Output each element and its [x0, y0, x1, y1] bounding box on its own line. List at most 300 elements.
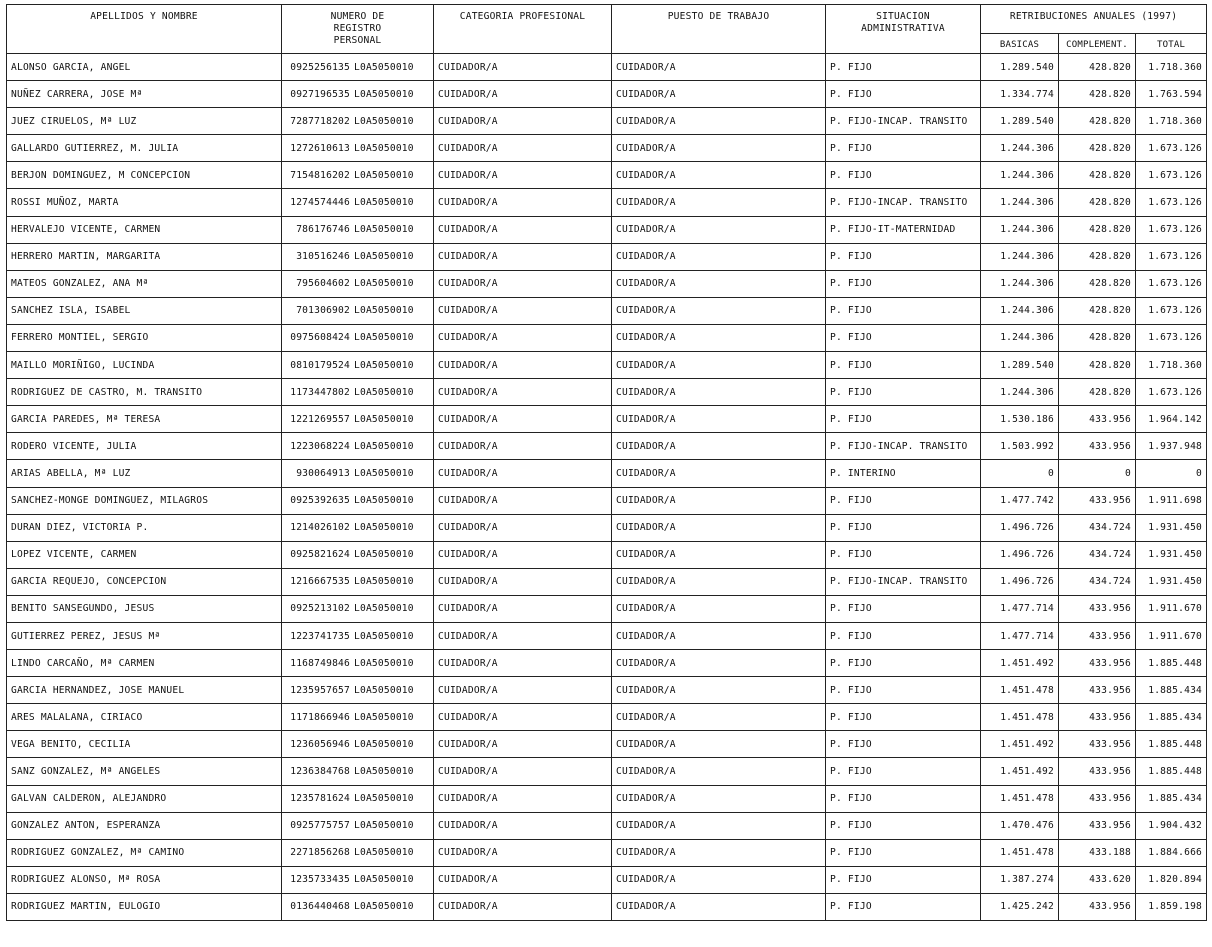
cell-complement: 428.820	[1059, 297, 1136, 324]
cell-situacion: P. FIJO	[826, 135, 981, 162]
cell-basicas: 1.503.992	[981, 433, 1059, 460]
nrp-code: L0A5050010	[354, 386, 414, 398]
cell-nrp	[282, 81, 434, 108]
cell-total: 1.718.360	[1136, 352, 1207, 379]
cell-name: GARCIA HERNANDEZ, JOSE MANUEL	[7, 677, 282, 704]
table-row	[7, 54, 1207, 81]
cell-situacion: P. FIJO	[826, 487, 981, 514]
nrp-number: 930064913	[296, 467, 350, 479]
cell-basicas: 1.244.306	[981, 243, 1059, 270]
cell-puesto: CUIDADOR/A	[612, 785, 826, 812]
cell-total: 1.885.434	[1136, 677, 1207, 704]
cell-total: 1.673.126	[1136, 216, 1207, 243]
nrp-number: 0927196535	[290, 88, 350, 100]
cell-name: BENITO SANSEGUNDO, JESUS	[7, 595, 282, 622]
cell-basicas: 1.496.726	[981, 541, 1059, 568]
header-categoria: CATEGORIA PROFESIONAL	[434, 5, 612, 54]
cell-complement: 433.956	[1059, 406, 1136, 433]
cell-name: GALLARDO GUTIERREZ, M. JULIA	[7, 135, 282, 162]
cell-categoria: CUIDADOR/A	[434, 568, 612, 595]
cell-complement: 428.820	[1059, 270, 1136, 297]
cell-name: RODERO VICENTE, JULIA	[7, 433, 282, 460]
cell-puesto: CUIDADOR/A	[612, 758, 826, 785]
nrp-code: L0A5050010	[354, 684, 414, 696]
cell-categoria: CUIDADOR/A	[434, 704, 612, 731]
cell-total: 1.673.126	[1136, 135, 1207, 162]
table-row	[7, 514, 1207, 541]
cell-situacion: P. FIJO	[826, 162, 981, 189]
nrp-number: 0925821624	[290, 549, 350, 561]
cell-puesto: CUIDADOR/A	[612, 108, 826, 135]
cell-categoria: CUIDADOR/A	[434, 595, 612, 622]
cell-categoria: CUIDADOR/A	[434, 514, 612, 541]
cell-categoria: CUIDADOR/A	[434, 541, 612, 568]
nrp-number: 1171866946	[290, 711, 350, 723]
cell-situacion: P. FIJO	[826, 650, 981, 677]
cell-basicas: 1.451.478	[981, 785, 1059, 812]
cell-basicas: 1.425.242	[981, 893, 1059, 920]
cell-complement: 428.820	[1059, 162, 1136, 189]
cell-nrp	[282, 189, 434, 216]
nrp-number: 1235957657	[290, 684, 350, 696]
cell-puesto: CUIDADOR/A	[612, 812, 826, 839]
cell-puesto: CUIDADOR/A	[612, 622, 826, 649]
cell-nrp	[282, 622, 434, 649]
cell-situacion: P. FIJO	[826, 839, 981, 866]
cell-total: 1.885.448	[1136, 731, 1207, 758]
cell-name: NUÑEZ CARRERA, JOSE Mª	[7, 81, 282, 108]
cell-nrp	[282, 162, 434, 189]
cell-basicas: 1.451.492	[981, 758, 1059, 785]
cell-categoria: CUIDADOR/A	[434, 731, 612, 758]
cell-nrp	[282, 785, 434, 812]
cell-categoria: CUIDADOR/A	[434, 785, 612, 812]
cell-complement: 433.956	[1059, 785, 1136, 812]
cell-name: MAILLO MORIÑIGO, LUCINDA	[7, 352, 282, 379]
cell-total: 1.884.666	[1136, 839, 1207, 866]
cell-basicas: 1.477.714	[981, 622, 1059, 649]
cell-basicas: 1.244.306	[981, 324, 1059, 351]
cell-complement: 433.956	[1059, 622, 1136, 649]
table-row	[7, 487, 1207, 514]
cell-puesto: CUIDADOR/A	[612, 324, 826, 351]
nrp-number: 1236056946	[290, 738, 350, 750]
cell-complement: 428.820	[1059, 216, 1136, 243]
cell-total: 1.885.434	[1136, 785, 1207, 812]
cell-complement: 433.956	[1059, 893, 1136, 920]
nrp-number: 0810179524	[290, 359, 350, 371]
table-row	[7, 108, 1207, 135]
cell-total: 1.859.198	[1136, 893, 1207, 920]
cell-name: ALONSO GARCIA, ANGEL	[7, 54, 282, 81]
cell-name: DURAN DIEZ, VICTORIA P.	[7, 514, 282, 541]
cell-nrp	[282, 839, 434, 866]
cell-basicas: 1.477.714	[981, 595, 1059, 622]
cell-nrp	[282, 324, 434, 351]
cell-nrp	[282, 731, 434, 758]
nrp-code: L0A5050010	[354, 495, 414, 507]
header-apellidos: APELLIDOS Y NOMBRE	[7, 5, 282, 54]
cell-complement: 428.820	[1059, 379, 1136, 406]
cell-nrp	[282, 433, 434, 460]
cell-nrp	[282, 568, 434, 595]
header-complement: COMPLEMENT.	[1059, 34, 1136, 54]
cell-basicas: 1.244.306	[981, 162, 1059, 189]
cell-total: 1.937.948	[1136, 433, 1207, 460]
table-row	[7, 866, 1207, 893]
cell-basicas: 0	[981, 460, 1059, 487]
cell-basicas: 1.387.274	[981, 866, 1059, 893]
cell-complement: 433.956	[1059, 433, 1136, 460]
nrp-code: L0A5050010	[354, 657, 414, 669]
table-row	[7, 677, 1207, 704]
cell-complement: 433.956	[1059, 731, 1136, 758]
nrp-number: 1235781624	[290, 793, 350, 805]
cell-basicas: 1.451.478	[981, 839, 1059, 866]
cell-complement: 433.956	[1059, 595, 1136, 622]
table-row	[7, 433, 1207, 460]
cell-puesto: CUIDADOR/A	[612, 406, 826, 433]
cell-puesto: CUIDADOR/A	[612, 54, 826, 81]
cell-total: 1.673.126	[1136, 379, 1207, 406]
table-row	[7, 650, 1207, 677]
nrp-code: L0A5050010	[354, 793, 414, 805]
cell-complement: 433.956	[1059, 650, 1136, 677]
header-nrp-line3: PERSONAL	[333, 35, 382, 46]
cell-puesto: CUIDADOR/A	[612, 677, 826, 704]
cell-total: 1.964.142	[1136, 406, 1207, 433]
table-row	[7, 595, 1207, 622]
cell-situacion: P. FIJO	[826, 866, 981, 893]
cell-basicas: 1.496.726	[981, 514, 1059, 541]
cell-name: GONZALEZ ANTON, ESPERANZA	[7, 812, 282, 839]
cell-categoria: CUIDADOR/A	[434, 135, 612, 162]
table-row	[7, 541, 1207, 568]
cell-puesto: CUIDADOR/A	[612, 839, 826, 866]
cell-total: 1.673.126	[1136, 162, 1207, 189]
cell-nrp	[282, 54, 434, 81]
cell-basicas: 1.289.540	[981, 108, 1059, 135]
cell-situacion: P. FIJO	[826, 595, 981, 622]
cell-situacion: P. FIJO	[826, 297, 981, 324]
cell-categoria: CUIDADOR/A	[434, 758, 612, 785]
cell-situacion: P. FIJO	[826, 622, 981, 649]
header-total: TOTAL	[1136, 34, 1207, 54]
nrp-code: L0A5050010	[354, 467, 414, 479]
cell-puesto: CUIDADOR/A	[612, 595, 826, 622]
cell-basicas: 1.496.726	[981, 568, 1059, 595]
cell-situacion: P. FIJO	[826, 758, 981, 785]
table-row	[7, 379, 1207, 406]
nrp-code: L0A5050010	[354, 224, 414, 236]
nrp-number: 1221269557	[290, 413, 350, 425]
cell-puesto: CUIDADOR/A	[612, 514, 826, 541]
cell-puesto: CUIDADOR/A	[612, 866, 826, 893]
cell-nrp	[282, 487, 434, 514]
cell-basicas: 1.244.306	[981, 270, 1059, 297]
cell-categoria: CUIDADOR/A	[434, 189, 612, 216]
cell-name: GARCIA PAREDES, Mª TERESA	[7, 406, 282, 433]
cell-nrp	[282, 677, 434, 704]
nrp-number: 0925775757	[290, 820, 350, 832]
cell-puesto: CUIDADOR/A	[612, 216, 826, 243]
cell-complement: 428.820	[1059, 324, 1136, 351]
cell-complement: 428.820	[1059, 108, 1136, 135]
cell-nrp	[282, 866, 434, 893]
table-row	[7, 812, 1207, 839]
cell-nrp	[282, 595, 434, 622]
nrp-number: 1173447802	[290, 386, 350, 398]
cell-total: 1.673.126	[1136, 324, 1207, 351]
cell-puesto: CUIDADOR/A	[612, 189, 826, 216]
nrp-code: L0A5050010	[354, 332, 414, 344]
nrp-code: L0A5050010	[354, 549, 414, 561]
cell-nrp	[282, 352, 434, 379]
nrp-number: 1216667535	[290, 576, 350, 588]
cell-nrp	[282, 541, 434, 568]
cell-name: FERRERO MONTIEL, SERGIO	[7, 324, 282, 351]
nrp-code: L0A5050010	[354, 359, 414, 371]
cell-situacion: P. FIJO	[826, 893, 981, 920]
cell-situacion: P. FIJO	[826, 541, 981, 568]
cell-complement: 428.820	[1059, 352, 1136, 379]
table-row	[7, 162, 1207, 189]
cell-puesto: CUIDADOR/A	[612, 352, 826, 379]
table-row	[7, 839, 1207, 866]
nrp-number: 310516246	[296, 251, 350, 263]
cell-categoria: CUIDADOR/A	[434, 379, 612, 406]
cell-total: 0	[1136, 460, 1207, 487]
table-row	[7, 297, 1207, 324]
cell-name: GUTIERREZ PEREZ, JESUS Mª	[7, 622, 282, 649]
cell-complement: 433.956	[1059, 758, 1136, 785]
cell-total: 1.673.126	[1136, 270, 1207, 297]
header-nrp	[282, 5, 434, 54]
cell-complement: 433.956	[1059, 487, 1136, 514]
cell-puesto: CUIDADOR/A	[612, 704, 826, 731]
cell-name: RODRIGUEZ MARTIN, EULOGIO	[7, 893, 282, 920]
cell-basicas: 1.470.476	[981, 812, 1059, 839]
cell-name: SANCHEZ ISLA, ISABEL	[7, 297, 282, 324]
cell-name: LINDO CARCAÑO, Mª CARMEN	[7, 650, 282, 677]
cell-complement: 433.620	[1059, 866, 1136, 893]
cell-nrp	[282, 650, 434, 677]
table-row	[7, 758, 1207, 785]
cell-puesto: CUIDADOR/A	[612, 243, 826, 270]
nrp-number: 1223068224	[290, 440, 350, 452]
cell-categoria: CUIDADOR/A	[434, 54, 612, 81]
cell-nrp	[282, 243, 434, 270]
cell-name: RODRIGUEZ GONZALEZ, Mª CAMINO	[7, 839, 282, 866]
cell-basicas: 1.530.186	[981, 406, 1059, 433]
nrp-code: L0A5050010	[354, 738, 414, 750]
nrp-number: 1214026102	[290, 522, 350, 534]
cell-name: VEGA BENITO, CECILIA	[7, 731, 282, 758]
cell-basicas: 1.334.774	[981, 81, 1059, 108]
cell-name: GARCIA REQUEJO, CONCEPCION	[7, 568, 282, 595]
cell-name: MATEOS GONZALEZ, ANA Mª	[7, 270, 282, 297]
cell-nrp	[282, 108, 434, 135]
cell-nrp	[282, 216, 434, 243]
table-row	[7, 568, 1207, 595]
cell-puesto: CUIDADOR/A	[612, 297, 826, 324]
nrp-number: 1272610613	[290, 142, 350, 154]
cell-basicas: 1.451.492	[981, 731, 1059, 758]
cell-situacion: P. FIJO-INCAP. TRANSITO	[826, 433, 981, 460]
cell-situacion: P. FIJO	[826, 812, 981, 839]
cell-situacion: P. FIJO-INCAP. TRANSITO	[826, 568, 981, 595]
cell-puesto: CUIDADOR/A	[612, 541, 826, 568]
header-situacion-line2: ADMINISTRATIVA	[861, 23, 945, 34]
cell-nrp	[282, 514, 434, 541]
cell-name: SANCHEZ-MONGE DOMINGUEZ, MILAGROS	[7, 487, 282, 514]
cell-total: 1.911.670	[1136, 622, 1207, 649]
cell-situacion: P. FIJO	[826, 379, 981, 406]
cell-basicas: 1.244.306	[981, 189, 1059, 216]
cell-total: 1.931.450	[1136, 568, 1207, 595]
cell-total: 1.885.448	[1136, 758, 1207, 785]
cell-situacion: P. FIJO	[826, 243, 981, 270]
cell-nrp	[282, 297, 434, 324]
nrp-number: 0925256135	[290, 61, 350, 73]
cell-nrp	[282, 460, 434, 487]
cell-name: ARIAS ABELLA, Mª LUZ	[7, 460, 282, 487]
cell-categoria: CUIDADOR/A	[434, 297, 612, 324]
cell-situacion: P. FIJO	[826, 352, 981, 379]
cell-total: 1.911.698	[1136, 487, 1207, 514]
header-nrp-line2: REGISTRO	[333, 23, 382, 34]
cell-situacion: P. FIJO	[826, 704, 981, 731]
cell-puesto: CUIDADOR/A	[612, 81, 826, 108]
staff-table	[6, 4, 1207, 921]
cell-situacion: P. FIJO	[826, 54, 981, 81]
header-situacion	[826, 5, 981, 54]
cell-total: 1.904.432	[1136, 812, 1207, 839]
header-retribuciones: RETRIBUCIONES ANUALES (1997)	[981, 5, 1207, 34]
cell-categoria: CUIDADOR/A	[434, 243, 612, 270]
nrp-code: L0A5050010	[354, 197, 414, 209]
cell-basicas: 1.244.306	[981, 379, 1059, 406]
cell-complement: 434.724	[1059, 541, 1136, 568]
header-situacion-line1: SITUACION	[876, 11, 930, 22]
cell-categoria: CUIDADOR/A	[434, 162, 612, 189]
table-row	[7, 81, 1207, 108]
table-row	[7, 622, 1207, 649]
cell-complement: 0	[1059, 460, 1136, 487]
nrp-number: 0975608424	[290, 332, 350, 344]
nrp-code: L0A5050010	[354, 820, 414, 832]
cell-situacion: P. FIJO	[826, 324, 981, 351]
cell-puesto: CUIDADOR/A	[612, 433, 826, 460]
cell-categoria: CUIDADOR/A	[434, 352, 612, 379]
nrp-code: L0A5050010	[354, 305, 414, 317]
cell-complement: 433.956	[1059, 812, 1136, 839]
cell-complement: 433.956	[1059, 677, 1136, 704]
nrp-code: L0A5050010	[354, 142, 414, 154]
cell-categoria: CUIDADOR/A	[434, 108, 612, 135]
cell-situacion: P. FIJO	[826, 785, 981, 812]
cell-basicas: 1.244.306	[981, 135, 1059, 162]
cell-basicas: 1.451.478	[981, 677, 1059, 704]
table-body	[7, 54, 1207, 921]
nrp-code: L0A5050010	[354, 576, 414, 588]
table-row	[7, 324, 1207, 351]
cell-situacion: P. FIJO	[826, 731, 981, 758]
cell-categoria: CUIDADOR/A	[434, 324, 612, 351]
header-puesto: PUESTO DE TRABAJO	[612, 5, 826, 54]
cell-complement: 428.820	[1059, 243, 1136, 270]
table-row	[7, 731, 1207, 758]
nrp-number: 7154816202	[290, 169, 350, 181]
cell-puesto: CUIDADOR/A	[612, 270, 826, 297]
cell-situacion: P. FIJO	[826, 270, 981, 297]
nrp-code: L0A5050010	[354, 847, 414, 859]
cell-categoria: CUIDADOR/A	[434, 650, 612, 677]
cell-situacion: P. INTERINO	[826, 460, 981, 487]
cell-categoria: CUIDADOR/A	[434, 460, 612, 487]
cell-basicas: 1.289.540	[981, 54, 1059, 81]
table-row	[7, 352, 1207, 379]
cell-categoria: CUIDADOR/A	[434, 812, 612, 839]
cell-total: 1.673.126	[1136, 297, 1207, 324]
cell-categoria: CUIDADOR/A	[434, 487, 612, 514]
cell-name: RODRIGUEZ ALONSO, Mª ROSA	[7, 866, 282, 893]
nrp-code: L0A5050010	[354, 901, 414, 913]
cell-name: RODRIGUEZ DE CASTRO, M. TRANSITO	[7, 379, 282, 406]
nrp-number: 1223741735	[290, 630, 350, 642]
cell-total: 1.718.360	[1136, 54, 1207, 81]
cell-nrp	[282, 704, 434, 731]
cell-complement: 433.956	[1059, 704, 1136, 731]
cell-nrp	[282, 379, 434, 406]
nrp-number: 1235733435	[290, 874, 350, 886]
cell-puesto: CUIDADOR/A	[612, 379, 826, 406]
nrp-code: L0A5050010	[354, 522, 414, 534]
nrp-number: 0925392635	[290, 495, 350, 507]
nrp-number: 1236384768	[290, 765, 350, 777]
cell-total: 1.718.360	[1136, 108, 1207, 135]
cell-situacion: P. FIJO-INCAP. TRANSITO	[826, 189, 981, 216]
cell-nrp	[282, 135, 434, 162]
cell-situacion: P. FIJO	[826, 677, 981, 704]
cell-complement: 434.724	[1059, 568, 1136, 595]
cell-basicas: 1.289.540	[981, 352, 1059, 379]
cell-complement: 433.188	[1059, 839, 1136, 866]
nrp-number: 2271856268	[290, 847, 350, 859]
cell-categoria: CUIDADOR/A	[434, 839, 612, 866]
cell-total: 1.820.894	[1136, 866, 1207, 893]
cell-categoria: CUIDADOR/A	[434, 406, 612, 433]
nrp-code: L0A5050010	[354, 251, 414, 263]
cell-total: 1.673.126	[1136, 189, 1207, 216]
cell-name: SANZ GONZALEZ, Mª ANGELES	[7, 758, 282, 785]
cell-complement: 428.820	[1059, 135, 1136, 162]
cell-puesto: CUIDADOR/A	[612, 568, 826, 595]
cell-complement: 428.820	[1059, 81, 1136, 108]
cell-puesto: CUIDADOR/A	[612, 162, 826, 189]
cell-basicas: 1.244.306	[981, 297, 1059, 324]
cell-puesto: CUIDADOR/A	[612, 893, 826, 920]
table-row	[7, 785, 1207, 812]
nrp-number: 701306902	[296, 305, 350, 317]
table-row	[7, 704, 1207, 731]
table-header	[7, 5, 1207, 54]
cell-puesto: CUIDADOR/A	[612, 731, 826, 758]
table-row	[7, 189, 1207, 216]
cell-complement: 434.724	[1059, 514, 1136, 541]
table-row	[7, 406, 1207, 433]
cell-nrp	[282, 270, 434, 297]
